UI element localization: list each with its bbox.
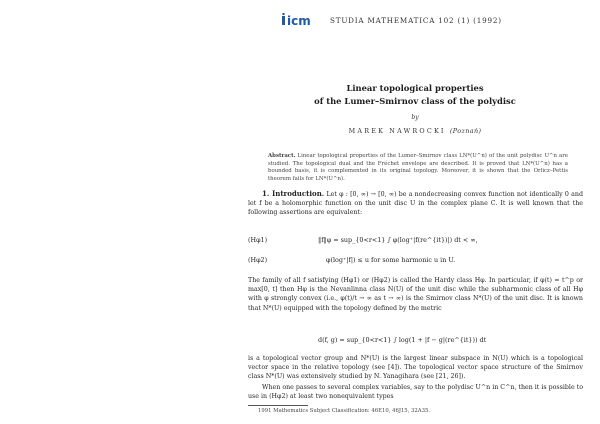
logo-text: icm	[287, 14, 311, 27]
footnote: 1991 Mathematics Subject Classification: 46E10, 46J15, 32A35.	[258, 408, 431, 414]
paragraph-3: is a topological vector group and N*(U) is the largest linear subspace in N(U) which is a topological vector space in the relative topology (see [4]). The topological vector space structure of the Smirnov class N*(U) was extensively studied by N. Yanagihara (see [21, 26]).	[248, 355, 583, 381]
abstract-label: Abstract.	[268, 153, 296, 159]
paper-title-line-1: Linear topological properties	[346, 83, 484, 93]
equation-label-1: (Hφ1)	[248, 236, 268, 244]
equation-3: d(f, g) = sup_{0<r<1} ∫ log(1 + |f − g|(re^{it})) dt	[318, 336, 487, 344]
paper-title-line-2: of the Lumer–Smirnov class of the polydisc	[314, 96, 516, 106]
intro-text: Let φ : [0, ∞) → [0, ∞) be a nondecreasing convex function not identically 0 and let f be a holomorphic function on the unit disc U in the complex plane C. It is well known that the following assertions are equivalent:	[248, 191, 583, 217]
footnote-rule	[248, 405, 308, 406]
author-line	[250, 127, 580, 135]
equation-2: φ(log⁺|f|) ≤ u for some harmonic u in U.	[326, 256, 456, 264]
icm-logo	[282, 13, 322, 27]
paragraph-4: When one passes to several complex variables, say to the polydisc U^n in C^n, then it is possible to use in (Hφ2) at least two nonequivalent types	[248, 384, 583, 401]
author-name: MAREK NAWROCKI	[348, 127, 446, 135]
section-heading: 1. Introduction.	[262, 189, 325, 198]
intro-paragraph	[248, 189, 583, 218]
abstract	[268, 153, 568, 183]
equation-1: ‖f‖φ = sup_{0<r<1} ∫ φ(log⁺|f(re^{it})|) dt < ∞,	[318, 236, 478, 244]
abstract-text: Linear topological properties of the Lumer–Smirnov class LN*(U^n) of the unit polydisc U^n are studied. The topological dual and the Fréchet envelope are described. It is proved that LN*(U^n) has a bounded basis, it is complemented in its original topology. Moreover, it is shown that the Orlicz–Pettis theorem fails for LN*(U^n).	[268, 153, 568, 182]
equation-label-2: (Hφ2)	[248, 256, 268, 264]
author-affiliation: (Poznań)	[449, 127, 482, 135]
byline: by	[411, 114, 419, 121]
paragraph-2: The family of all f satisfying (Hφ1) or (Hφ2) is called the Hardy class Hφ. In particular, if φ(t) = t^p or max[0, t] then Hφ is the Nevanlinna class N(U) of the unit disc while the subharmonic class of all Hφ with φ strongly convex (i.e., φ(t)/t → ∞ as t → ∞) is the Smirnov class N*(U) of the unit disc. It is known that N*(U) equipped with the topology defined by the metric	[248, 277, 583, 312]
journal-header: STUDIA MATHEMATICA 102 (1) (1992)	[330, 16, 502, 25]
